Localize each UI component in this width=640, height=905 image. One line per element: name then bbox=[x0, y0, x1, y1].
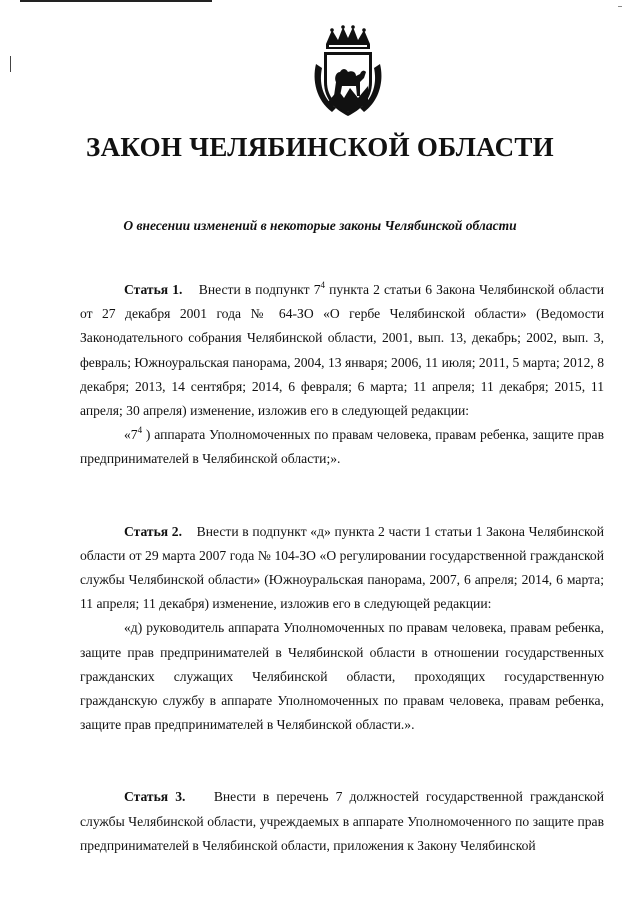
articles-body bbox=[80, 278, 604, 858]
article-3-text: Внести в перечень 7 должностей государственной гражданской службы Челябинской области, учреждаемых в аппарате Уполномоченного по защите прав предпринимателей в Челябинской области, приложения к Закону Челябинской bbox=[80, 789, 605, 853]
scan-artifact-right-dot bbox=[618, 6, 622, 7]
article-1-quote-a: «7 bbox=[124, 427, 138, 443]
article-2-label: Статья 2. bbox=[124, 523, 182, 539]
article-2-text: Внести в подпункт «д» пункта 2 части 1 статьи 1 Закона Челябинской области от 29 марта 2007 года № 104-ЗО «О регулировании государственной гражданской службы Челябинской области» (Южноуральская панорама, 2007, 6 апреля; 2014, 6 марта; 11 апреля; 11 декабря) изменение, изложив его в следующей редакции: bbox=[80, 523, 604, 612]
article-1-text-a: Внести в подпункт 7 bbox=[198, 282, 321, 297]
article-1-quote-b: ) аппарата Уполномоченных по правам человека, правам ребенка, защите прав предпринимателей в Челябинской области;». bbox=[80, 427, 604, 467]
article-1-quote bbox=[80, 423, 604, 471]
article-1-paragraph bbox=[80, 278, 604, 423]
article-1-quote-superscript: 4 bbox=[137, 425, 143, 436]
article-2-quote: «д) руководитель аппарата Уполномоченных по правам человека, правам ребенка, защите прав предпринимателей в Челябинской области в отношении государственных гражданских служащих Челябинской области, проходящих государственную гражданскую службу в аппарате Уполномоченных по правам человека, правам ребенка, защите прав предпринимателей в Челябинской области.». bbox=[80, 620, 604, 733]
scan-artifact-left-tick bbox=[10, 56, 11, 72]
article-3-paragraph bbox=[80, 785, 604, 858]
article-1-superscript: 4 bbox=[320, 280, 325, 290]
law-subtitle: О внесении изменений в некоторые законы Челябинской области bbox=[123, 218, 517, 233]
article-separator bbox=[80, 737, 604, 785]
scan-artifact-top-line bbox=[20, 0, 212, 2]
article-2-paragraph bbox=[80, 520, 604, 617]
article-1-label: Статья 1. bbox=[124, 282, 183, 297]
coat-of-arms-icon bbox=[312, 24, 384, 120]
article-1-text-b: пункта 2 статьи 6 Закона Челябинской области от 27 декабря 2001 года № 64-ЗО «О гербе Челябинской области» (Ведомости Законодательного собрания Челябинской области, 2001, вып. 13, декабрь; 2002, вып. 3, февраль; Южноуральская панорама, 2004, 13 января; 2006, 11 июля; 2011, 5 марта; 2012, 8 декабря; 2013, 14 сентября; 2014, 6 февраля; 6 марта; 11 апреля; 11 декабря; 2015, 11 апреля; 30 апреля) изменение, изложив его в следующей редакции: bbox=[80, 282, 604, 419]
article-3-label: Статья 3. bbox=[124, 789, 186, 805]
law-title: ЗАКОН ЧЕЛЯБИНСКОЙ ОБЛАСТИ bbox=[86, 132, 554, 162]
article-separator bbox=[80, 472, 604, 520]
